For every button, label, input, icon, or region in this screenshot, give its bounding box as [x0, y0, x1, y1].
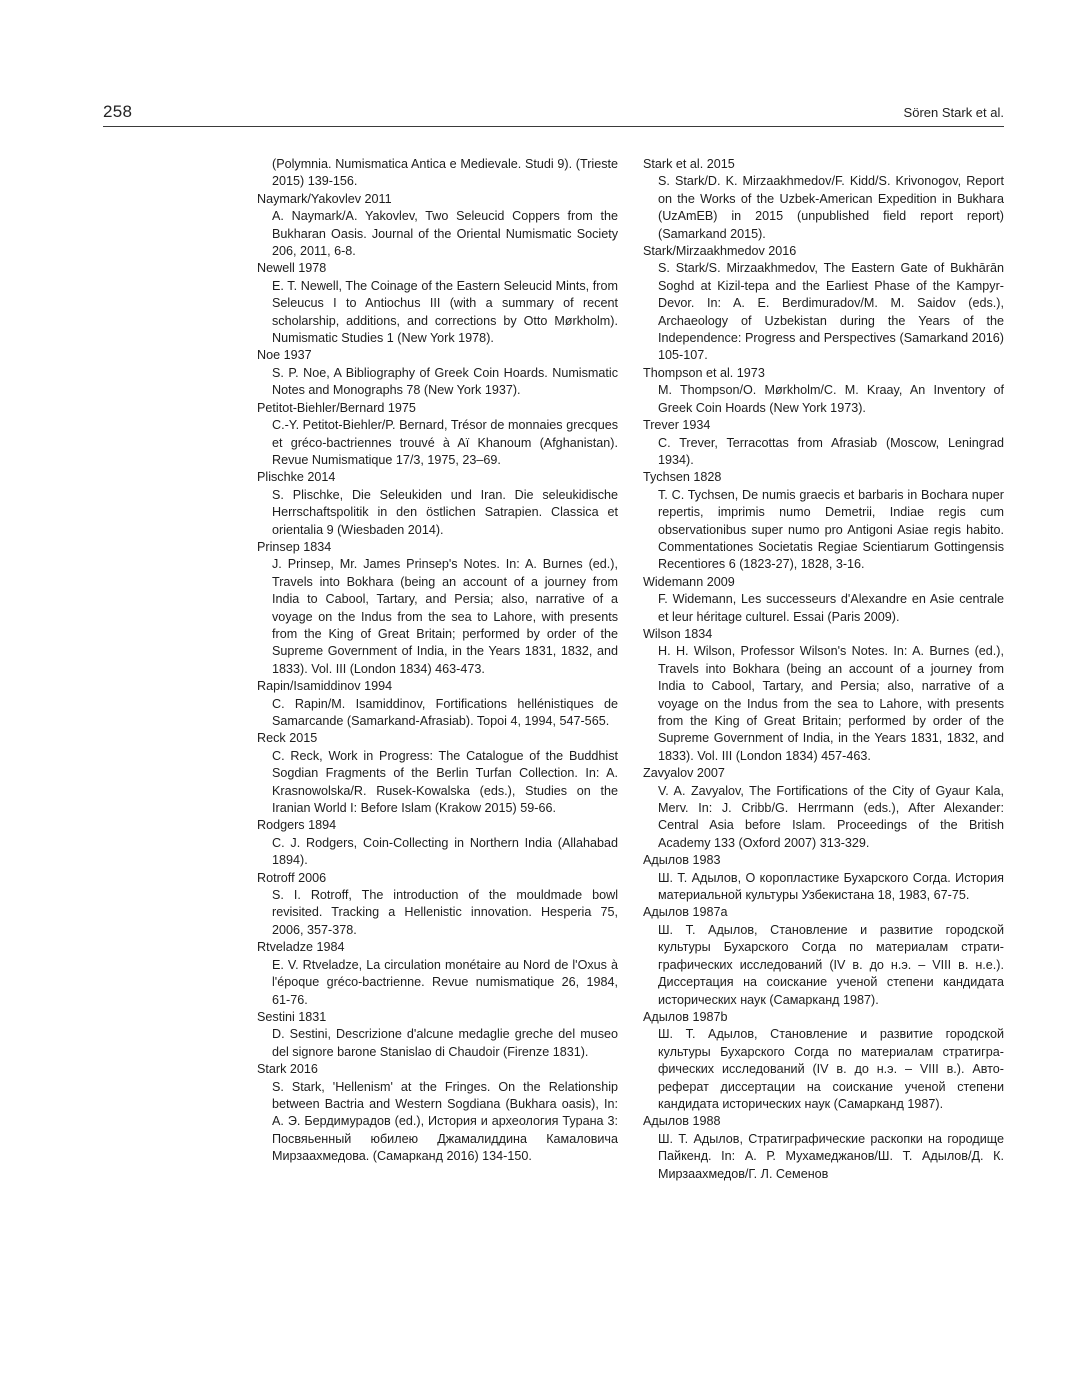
entry-key: Адылов 1987a: [643, 905, 728, 920]
entry-reference: Ш. Т. Адылов, О коропластике Бухарского Согда. История материальной культуры Узбекистана 18, 1983, 67-75.: [658, 870, 1004, 903]
entry-key: Widemann 2009: [643, 574, 735, 589]
entry-reference: S. Plischke, Die Seleukiden und Iran. Die seleukidische Herrschaftspolitik in den östlichen Satrapien. Classica et orientalia 9 (Wiesbaden 2014).: [272, 487, 618, 537]
bibliography-entry: [257, 1061, 618, 1165]
entry-reference: Ш. Т. Адылов, Становление и развитие городской культуры Бухарского Согда по материалам стратиграфических исследований (IV в. до н.э. – VIII в.). Автореферат диссертации на соискание ученой степени кандидата исторических наук (Самарканд 1987).: [658, 1027, 1004, 1111]
entry-key: Zavyalov 2007: [643, 766, 725, 781]
entry-reference: C. J. Rodgers, Coin-Collecting in Northern India (Allahabad 1894).: [272, 835, 618, 868]
entry-reference: H. H. Wilson, Professor Wilson's Notes. In: A. Burnes (ed.), Travels into Bokhara (being an account of a journey from India to Cabool, Tartary, and Persia; also, narrative of a voyage on the Indus from the sea to Lahore, with presents from the King of Great Britain; performed by order of the Supreme Government of India, in the Years 1831, 1832, and 1833). Vol. III (London 1834) 457-463.: [658, 644, 1004, 763]
entry-key: Noe 1937: [257, 348, 312, 363]
entry-key: Thompson et al. 1973: [643, 365, 765, 380]
entry-key: Sestini 1831: [257, 1009, 327, 1024]
bibliography-entry: [643, 765, 1004, 852]
bibliography-entry: [257, 939, 618, 1009]
entry-key: Rtveladze 1984: [257, 940, 345, 955]
bibliography-entry: [257, 1009, 618, 1061]
entry-reference: S. Stark/D. K. Mirzaakhmedov/F. Kidd/S. Krivonogov, Report on the Works of the Uzbek-American Expedition in Bukhara (UzAmEB) in 2015 (unpublished field report report) (Samarkand 2015).: [658, 174, 1004, 241]
entry-key: Reck 2015: [257, 731, 318, 746]
entry-reference: E. T. Newell, The Coinage of the Eastern Seleucid Mints, from Seleucus I to Antiochus III (with a summary of recent scholarship, additions, and corrections by Otto Mørkholm). Numismatic Studies 1 (New York 1978).: [272, 278, 618, 346]
bibliography-entry: [257, 870, 618, 940]
entry-key: Prinsep 1834: [257, 539, 332, 554]
page-header: [103, 100, 1004, 127]
page-number: 258: [103, 102, 133, 121]
entry-reference: Ш. Т. Адылов, Становление и развитие городской культуры Бухарского Согда по материалам стратиграфических исследований (IV в. до н.э. – VIII в. н.е.). Диссертация на соискание ученой степени кандидата исторических наук (Самарканд 1987).: [658, 922, 1004, 1007]
entry-key: Petitot-Biehler/Bernard 1975: [257, 400, 416, 415]
bibliography-entry: [643, 156, 1004, 243]
bibliography-entry: [643, 1113, 1004, 1183]
entry-reference: V. A. Zavyalov, The Fortifications of the City of Gyaur Kala, Merv. In: J. Cribb/G. Herrmann (eds.), After Alexander: Central Asia before Islam. Proceedings of the British Academy 133 (Oxford 2007) 313-329.: [658, 783, 1004, 850]
entry-reference: A. Naymark/A. Yakovlev, Two Seleucid Coppers from the Bukharan Oasis. Journal of the Oriental Numismatic Society 206, 2011, 6-8.: [272, 209, 618, 259]
running-head: Sören Stark et al.: [903, 105, 1004, 120]
bibliography-entry: [643, 1009, 1004, 1113]
bibliography-entry: [257, 260, 618, 347]
entry-reference: S. Stark/S. Mirzaakhmedov, The Eastern Gate of Bukhārān Soghd at Kizil-tepa and the Earliest Phase of the Kampyr-Devor. In: A. E. Berdimuradov/M. M. Saidov (eds.), Archaeology of Uzbekistan during the Years of the Independence: Progress and Perspectives (Samarkand 2016) 105-107.: [658, 261, 1004, 363]
bibliography-entry: [257, 817, 618, 869]
entry-key: Plischke 2014: [257, 470, 336, 485]
entry-reference: S. P. Noe, A Bibliography of Greek Coin Hoards. Numismatic Notes and Monographs 78 (New York 1937).: [272, 365, 618, 398]
entry-key: Newell 1978: [257, 261, 327, 276]
entry-reference: S. I. Rotroff, The introduction of the mouldmade bowl revisited. Tracking a Hellenistic innovation. Hesperia 75, 2006, 357-378.: [272, 888, 618, 937]
bibliography-entry: [257, 678, 618, 730]
bibliography-entry: [643, 243, 1004, 365]
entry-key: Rotroff 2006: [257, 870, 327, 885]
entry-key: Naymark/Yakovlev 2011: [257, 191, 392, 206]
entry-key: Stark/Mirzaakhmedov 2016: [643, 244, 797, 259]
left-entries: [257, 191, 618, 1166]
entry-reference: D. Sestini, Descrizione d'alcune medaglie greche del museo del signore barone Stanislao di Chaudoir (Firenze 1831).: [272, 1027, 618, 1059]
bibliography-entry: [257, 191, 618, 261]
bibliography-entry: [643, 626, 1004, 765]
entry-reference: F. Widemann, Les successeurs d'Alexandre en Asie centrale et leur héritage culturel. Essai (Paris 2009).: [658, 592, 1004, 624]
entry-reference: J. Prinsep, Mr. James Prinsep's Notes. In: A. Burnes (ed.), Travels into Bokhara (being an account of a journey from India to Cabool, Tartary, and Persia; also, narrative of a voyage on the Indus from the sea to Lahore, with presents from the King of Great Britain; performed by order of the Supreme Government of India, in the Years 1831, 1832, and 1833). Vol. III (London 1834) 463-473.: [272, 557, 618, 676]
entry-key: Trever 1934: [643, 418, 711, 433]
entry-reference: C. Trever, Terracottas from Afrasiab (Moscow, Leningrad 1934).: [658, 435, 1004, 467]
entry-reference: C.-Y. Petitot-Biehler/P. Bernard, Trésor de monnaies grecques et gréco-bactriennes trouvé à Aï Khanoum (Afghanistan). Revue Numismatique 17/3, 1975, 23–69.: [272, 418, 618, 467]
entry-key: Rapin/Isamiddinov 1994: [257, 679, 393, 694]
entry-reference: T. C. Tychsen, De numis graecis et barbaris in Bochara nuper repertis, imprimis numo Demetrii, Indiae regis cum observationibus super numo pro Antigoni Asiae regis habito. Commentationes Societatis Regiae Scientiarum Gottingensis Recentiores 6 (1823-27), 1828, 3-16.: [658, 487, 1004, 572]
entry-key: Stark 2016: [257, 1062, 318, 1077]
bibliography-entry: [257, 730, 618, 817]
entry-reference: E. V. Rtveladze, La circulation monétaire au Nord de l'Oxus à l'époque gréco-bactrienne. Revue numismatique 26, 1984, 61-76.: [272, 957, 618, 1007]
bibliography-entry: [643, 417, 1004, 469]
entry-key: Stark et al. 2015: [643, 157, 735, 171]
bibliography-entry: [643, 904, 1004, 1008]
bibliography-entry: [257, 400, 618, 470]
entry-reference: M. Thompson/O. Mørkholm/C. M. Kraay, An Inventory of Greek Coin Hoards (New York 1973).: [658, 383, 1004, 415]
entry-key: Rodgers 1894: [257, 818, 337, 833]
bibliography-entry: [643, 852, 1004, 904]
entry-reference: C. Rapin/M. Isamiddinov, Fortifications hellénistiques de Samarcande (Samarkand-Afrasiab). Topoi 4, 1994, 547-565.: [272, 696, 618, 728]
bibliography-right-column: [643, 156, 1004, 1183]
entry-key: Wilson 1834: [643, 626, 713, 641]
entry-reference: C. Reck, Work in Progress: The Catalogue of the Buddhist Sogdian Fragments of the Berlin Turfan Collection. In: A. Krasnowolska/R. Rusek-Kowalska (eds.), Studies on the Iranian World I: Before Islam (Krakow 2015) 59-66.: [272, 748, 618, 816]
right-entries: [643, 156, 1004, 1183]
bibliography-entry: [257, 347, 618, 399]
bibliography-left-column: [257, 156, 618, 1166]
entry-key: Адылов 1988: [643, 1114, 721, 1129]
entry-key: Адылов 1983: [643, 853, 721, 868]
bibliography-entry: [643, 469, 1004, 573]
bibliography-entry: [257, 539, 618, 678]
entry-reference: S. Stark, 'Hellenism' at the Fringes. On the Relationship between Bactria and Western Sogdiana (Bukhara oasis), In: А. Э. Бердимурадов (ed.), История и археология Турана 3: Посвяьенный юбилею Джамалиддина Камаловича Мирзаахмедова. (Самарканд 2016) 134-150.: [272, 1079, 618, 1164]
entry-reference: Ш. Т. Адылов, Стратиграфические раскопки на городище Пайкенд. In: А. Р. Мухамеджанов/Ш. Т. Адылов/Д. К. Мирзаахмедов/Г. Л. Семенов: [658, 1131, 1004, 1181]
entry-key: Tychsen 1828: [643, 470, 722, 485]
bibliography-entry: [643, 574, 1004, 626]
bibliography-entry: [257, 469, 618, 539]
bibliography-entry: [643, 365, 1004, 417]
entry-key: Адылов 1987b: [643, 1009, 728, 1024]
continued-reference: (Polymnia. Numismatica Antica e Medievale. Studi 9). (Trieste 2015) 139-156.: [272, 157, 618, 189]
